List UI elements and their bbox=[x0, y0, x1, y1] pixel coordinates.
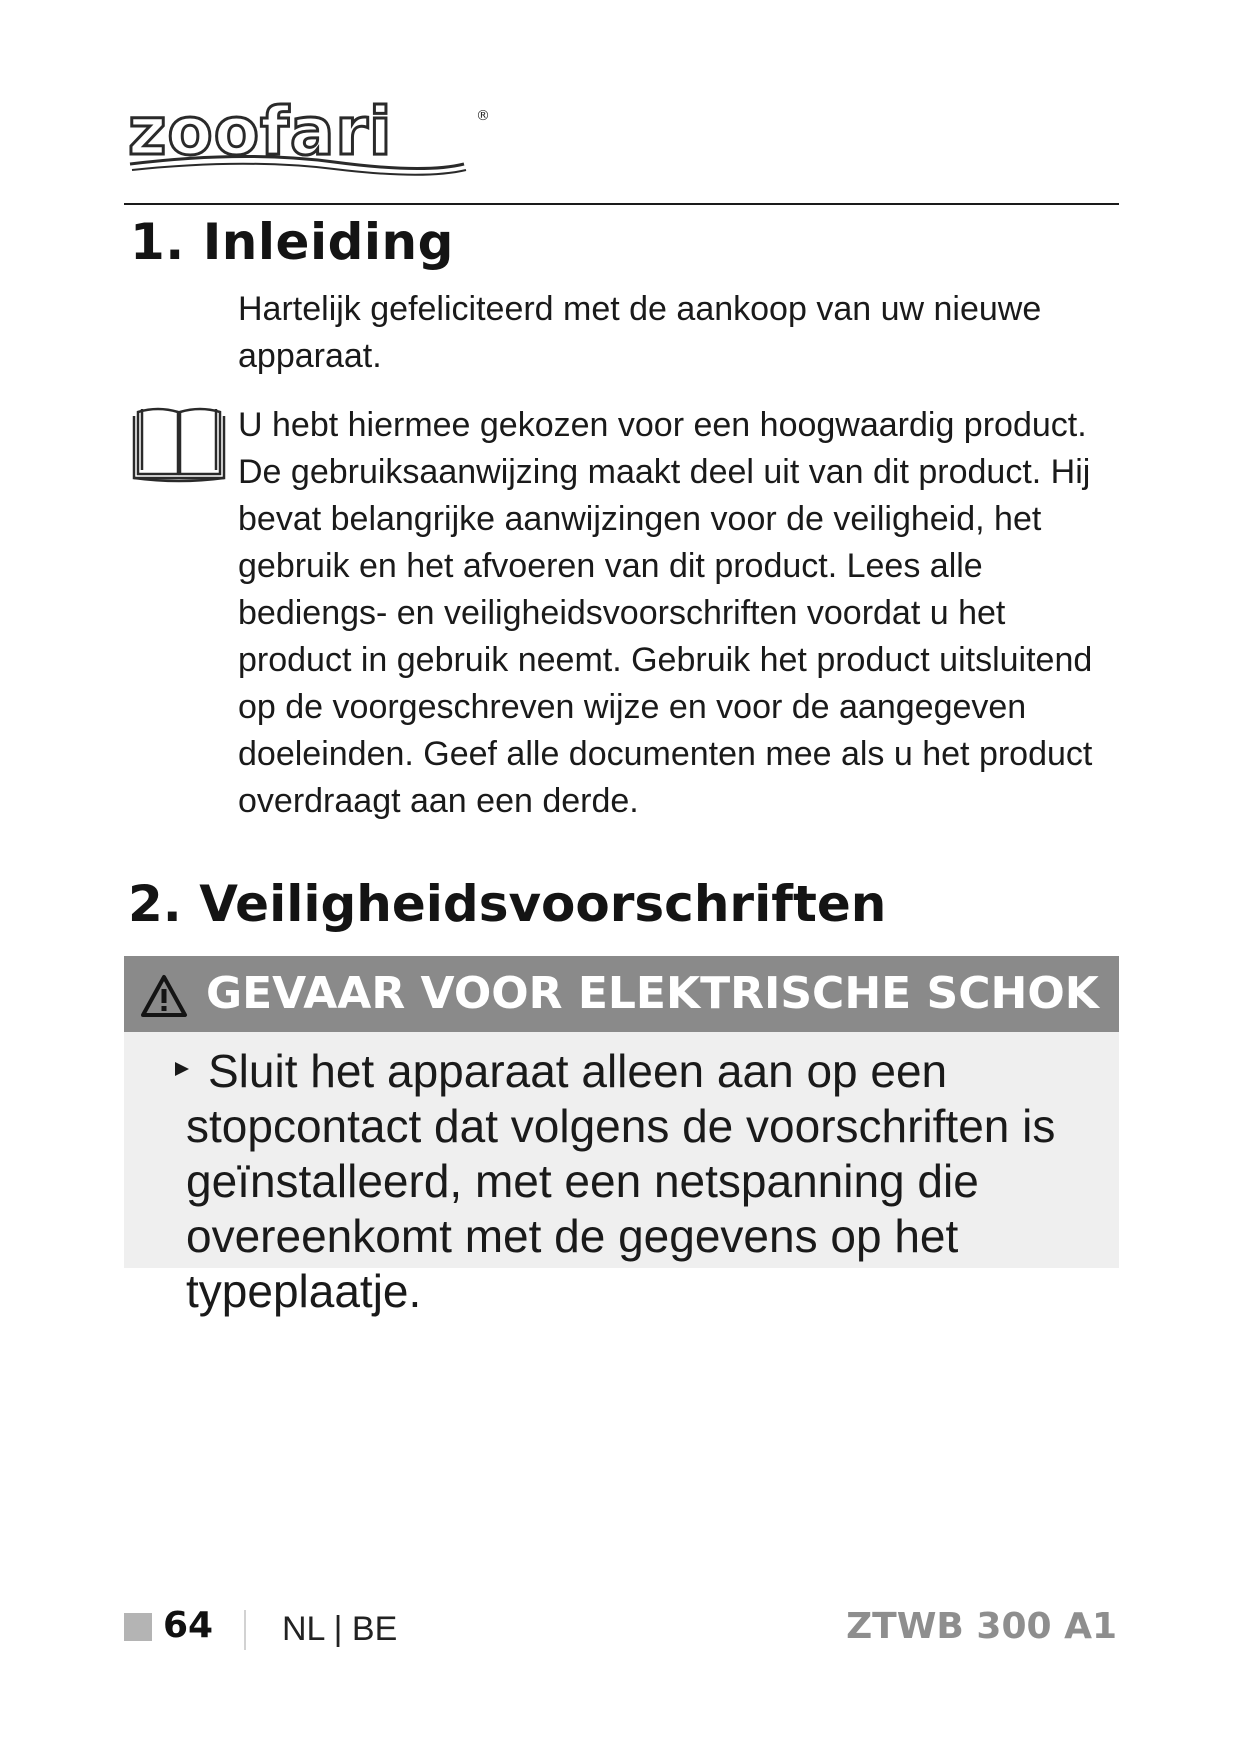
svg-text:®: ® bbox=[476, 108, 490, 124]
footer-square-marker bbox=[124, 1613, 152, 1641]
warning-content-box bbox=[124, 1032, 1119, 1317]
warning-title: GEVAAR VOOR ELEKTRISCHE SCHOK bbox=[206, 968, 1099, 1019]
model-number: ZTWB 300 A1 bbox=[846, 1606, 1117, 1647]
book-icon bbox=[130, 404, 228, 484]
language-label: NL | BE bbox=[282, 1610, 398, 1648]
footer-separator bbox=[244, 1610, 246, 1650]
warning-header-bar bbox=[124, 956, 1119, 1032]
warning-text: Sluit het apparaat alleen aan op een stopcontact dat volgens de voorschriften is geïnstalleerd, met een netspanning die overeenkomt met de gegevens op het typeplaatje. bbox=[186, 1045, 1056, 1317]
intro-paragraph: Hartelijk gefeliciteerd met de aankoop van uw nieuwe apparaat. bbox=[238, 290, 1042, 375]
section-1-heading: 1. Inleiding bbox=[130, 213, 454, 271]
intro-body-paragraph: U hebt hiermee gekozen voor een hoogwaardig product. De gebruiksaanwijzing maakt deel uit van dit product. Hij bevat belangrijke aanwijzingen voor de veiligheid, het gebruik en het afvoeren van dit product. Lees alle bediengs- en veiligheidsvoorschriften voordat u het product in gebruik neemt. Gebruik het product uitsluitend op de voorgeschreven wijze en voor de aangegeven doeleinden. Geef alle documenten mee als u het product overdraagt aan een derde. bbox=[238, 406, 1093, 820]
warning-triangle-icon bbox=[140, 974, 188, 1018]
page-number: 64 bbox=[163, 1605, 214, 1646]
header-rule bbox=[124, 203, 1119, 205]
zoofari-logo bbox=[124, 92, 494, 192]
svg-text:zoofari: zoofari bbox=[128, 93, 393, 170]
section-2-heading: 2. Veiligheidsvoorschriften bbox=[128, 875, 887, 933]
